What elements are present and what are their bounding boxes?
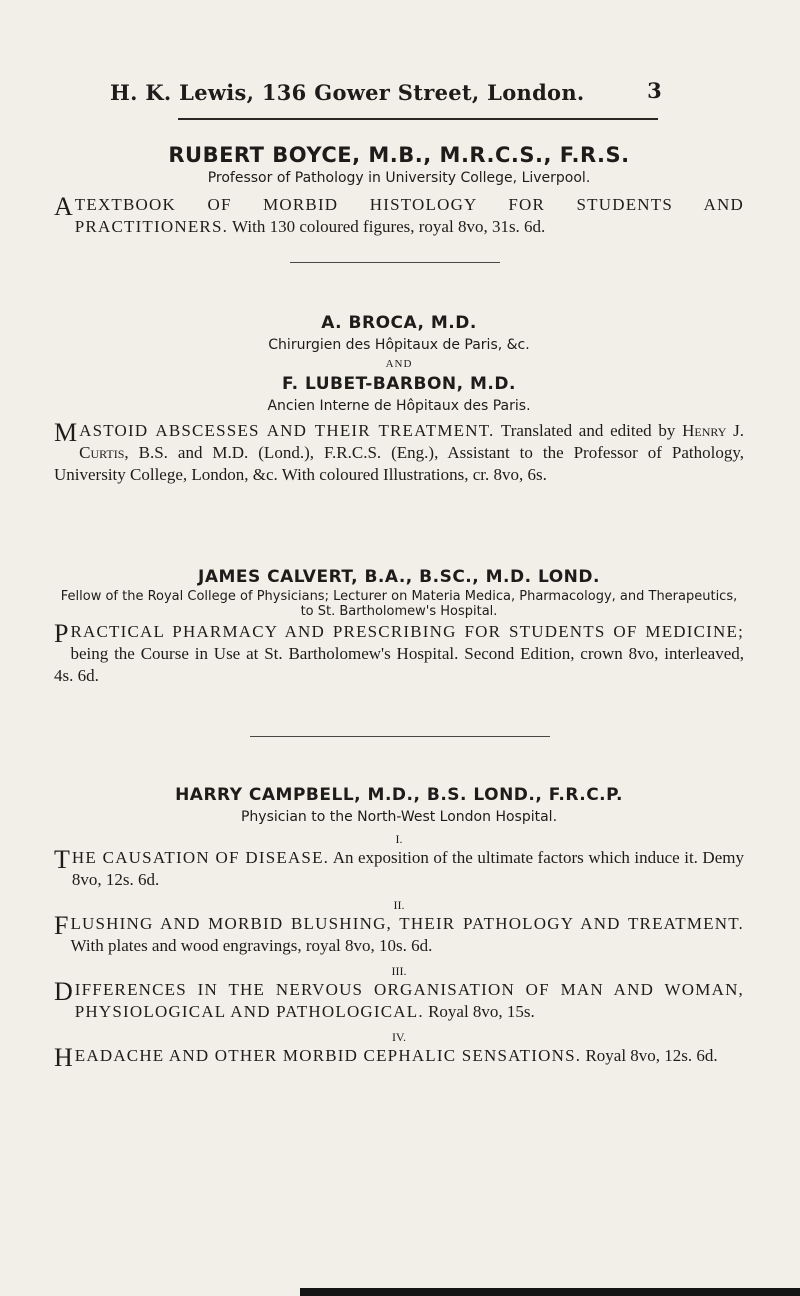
page-number: 3 xyxy=(647,78,662,103)
author-conjunction: AND xyxy=(385,358,413,370)
work-title: HE CAUSATION OF DISEASE. xyxy=(71,848,330,867)
drop-cap: D xyxy=(54,977,73,1006)
author-affiliation: Chirurgien des Hôpitaux de Paris, &c. xyxy=(268,337,530,353)
work-description xyxy=(54,847,744,891)
author-name: RUBERT BOYCE, M.B., M.R.C.S., F.R.S. xyxy=(168,143,630,167)
running-head-text: H. K. Lewis, 136 Gower Street, London. xyxy=(110,80,585,105)
work-details: With 130 coloured figures, royal 8vo, 31s. 6d. xyxy=(228,217,546,236)
work-details: Royal 8vo, 12s. 6d. xyxy=(581,1046,718,1065)
drop-cap: M xyxy=(54,418,78,447)
work-numeral: IV. xyxy=(391,1030,407,1044)
work-description xyxy=(54,1043,744,1072)
translator-name: Henry J. Curtis xyxy=(79,421,744,462)
author-name: HARRY CAMPBELL, M.D., B.S. LOND., F.R.C.P. xyxy=(175,785,623,805)
work-title: IFFERENCES IN THE NERVOUS ORGANISATION OF MAN AND WOMAN, PHYSIOLOGICAL AND PATHOLOGICAL. xyxy=(74,980,744,1021)
author-affiliation: Fellow of the Royal College of Physicians; Lecturer on Materia Medica, Pharmacology, and Therapeutics, to St. Bartholomew's Hospital. xyxy=(60,589,738,619)
entry-broca xyxy=(54,312,744,486)
running-head xyxy=(110,80,670,105)
work-numeral: I. xyxy=(395,832,403,846)
work-details: being the Course in Use at St. Bartholomew's Hospital. Second Edition, crown 8vo, interleaved, 4s. 6d. xyxy=(54,644,744,685)
work-details: Translated and edited by xyxy=(494,421,683,440)
work-numeral: II. xyxy=(393,898,405,912)
entry-campbell xyxy=(54,784,744,1072)
author-name: JAMES CALVERT, B.A., B.SC., M.D. LOND. xyxy=(198,567,600,587)
drop-cap: H xyxy=(54,1043,73,1072)
page-edge-shadow xyxy=(300,1288,800,1296)
entry-calvert xyxy=(54,566,744,687)
work-title: ASTOID ABSCESSES AND THEIR TREATMENT. xyxy=(79,421,495,440)
drop-cap: A xyxy=(54,192,73,221)
work-description xyxy=(54,420,744,486)
work-description xyxy=(54,979,744,1023)
work-description xyxy=(54,621,744,687)
author-name: A. BROCA, M.D. xyxy=(321,313,477,333)
work-details: Royal 8vo, 15s. xyxy=(423,1002,535,1021)
author-affiliation: Professor of Pathology in University College, Liverpool. xyxy=(207,170,591,186)
drop-cap: P xyxy=(54,619,69,648)
drop-cap: F xyxy=(54,911,69,940)
work-title: TEXTBOOK OF MORBID HISTOLOGY FOR STUDENTS AND PRACTITIONERS. xyxy=(74,195,744,236)
work-description xyxy=(54,913,744,957)
work-title: RACTICAL PHARMACY AND PRESCRIBING FOR STUDENTS OF MEDICINE; xyxy=(70,622,744,641)
work-details: With plates and wood engravings, royal 8vo, 10s. 6d. xyxy=(70,936,433,955)
section-divider xyxy=(290,262,500,263)
author-affiliation: Physician to the North-West London Hospital. xyxy=(240,809,558,825)
work-details: An exposition of the ultimate factors which induce it. Demy 8vo, 12s. 6d. xyxy=(71,848,744,889)
second-author-affiliation: Ancien Interne de Hôpitaux des Paris. xyxy=(267,398,531,414)
entry-boyce xyxy=(54,142,744,238)
drop-cap: T xyxy=(54,845,70,874)
work-description xyxy=(54,194,744,238)
work-title: LUSHING AND MORBID BLUSHING, THEIR PATHOLOGY AND TREATMENT. xyxy=(70,914,744,933)
work-numeral: III. xyxy=(391,964,407,978)
header-rule xyxy=(178,118,658,120)
second-author-name: F. LUBET-BARBON, M.D. xyxy=(282,374,516,394)
work-title: EADACHE AND OTHER MORBID CEPHALIC SENSATIONS. xyxy=(74,1046,582,1065)
section-divider xyxy=(250,736,550,737)
work-details-continued: , B.S. and M.D. (Lond.), F.R.C.S. (Eng.), Assistant to the Professor of Pathology, University College, London, &c. With coloured Illustrations, cr. 8vo, 6s. xyxy=(54,443,744,484)
